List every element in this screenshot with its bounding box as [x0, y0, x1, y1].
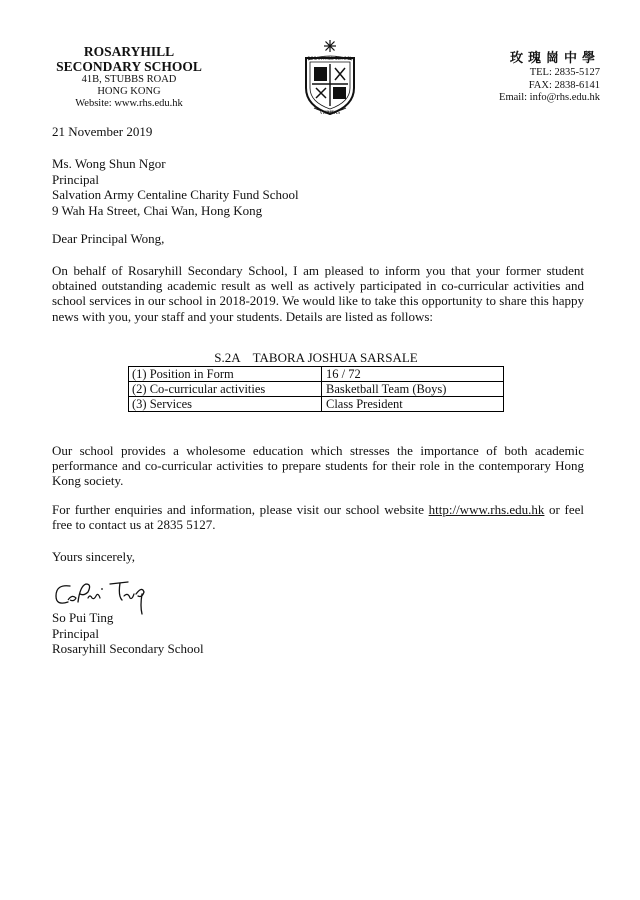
detail-label: (1) Position in Form [129, 367, 322, 382]
recipient-school: Salvation Army Centaline Charity Fund School [52, 187, 299, 202]
signer-title: Principal [52, 625, 99, 641]
student-name: TABORA JOSHUA SARSALE [252, 350, 418, 365]
body-paragraph-2: Our school provides a wholesome education which stresses the importance of both academic performance and co-curricular activities to prepare students for their role in the contemporary Hong Kong society. [52, 443, 584, 489]
body-paragraph-3 [52, 502, 584, 532]
school-name-line1: ROSARYHILL [83, 44, 175, 59]
recipient-name: Ms. Wong Shun Ngor [52, 156, 166, 171]
detail-label: (3) Services [129, 397, 322, 412]
school-website-link[interactable]: http://www.rhs.edu.hk [428, 502, 545, 517]
table-row [129, 367, 504, 382]
detail-value: Class President [322, 397, 504, 412]
recipient-title: Principal [52, 171, 99, 187]
paragraph3-before: For further enquiries and information, please visit our school website [52, 502, 429, 517]
school-email: Email: info@rhs.edu.hk [499, 92, 600, 103]
school-fax: FAX: 2838-6141 [528, 79, 600, 91]
signer-name: So Pui Ting [52, 610, 114, 625]
details-table [128, 366, 504, 412]
school-name-line2: SECONDARY SCHOOL [56, 59, 202, 74]
svg-text:VERITAS: VERITAS [319, 111, 341, 116]
letter-date: 21 November 2019 [52, 124, 153, 139]
svg-text:ROSARYHILL SCHOOL: ROSARYHILL SCHOOL [307, 56, 353, 61]
student-class: S.2A [214, 350, 241, 365]
body-paragraph-1: On behalf of Rosaryhill Secondary School, I am pleased to inform you that your former student obtained outstanding academic result as well as actively participated in co-curricular activities and school services in our school in 2018-2019. We would like to take this opportunity to share this happy news with you, your staff and your students. Details are listed as follows: [52, 263, 584, 324]
school-chinese-name: 玫瑰崗中學 [509, 50, 600, 65]
paragraph3-after: or feel free to contact us at 2835 5127. [52, 502, 584, 533]
table-row [129, 382, 504, 397]
recipient-block [52, 156, 299, 218]
detail-value: Basketball Team (Boys) [322, 382, 504, 397]
school-address-line1: 41B, STUBBS ROAD [81, 74, 177, 85]
letterhead-left [40, 44, 218, 110]
closing: Yours sincerely, [52, 549, 136, 564]
recipient-address: 9 Wah Ha Street, Chai Wan, Hong Kong [52, 202, 263, 218]
school-crest-icon [298, 38, 362, 118]
detail-value: 16 / 72 [322, 367, 504, 382]
school-tel: TEL: 2835-5127 [529, 67, 600, 78]
signer-school: Rosaryhill Secondary School [52, 641, 204, 656]
student-heading [128, 350, 504, 366]
letterhead-right [440, 50, 600, 105]
table-row [129, 397, 504, 412]
detail-label: (2) Co-curricular activities [129, 382, 322, 397]
signer-block [52, 610, 204, 657]
school-website: Website: www.rhs.edu.hk [75, 98, 183, 109]
salutation: Dear Principal Wong, [52, 231, 165, 246]
school-address-line2: HONG KONG [97, 86, 161, 97]
